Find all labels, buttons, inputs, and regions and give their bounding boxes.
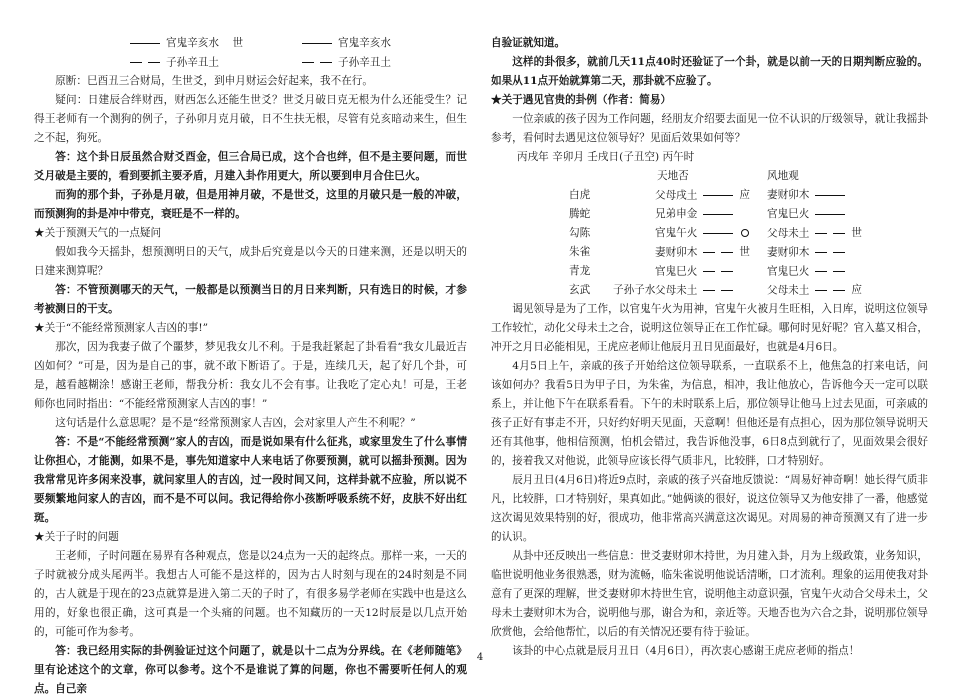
yao-text: 官鬼巳火 (767, 208, 810, 220)
paragraph: 从卦中还反映出一些信息：世爻妻财卯木持世，为月建入卦，月为上级政策，业务知识，临世说明他业务很熟悉，财为流畅，临朱雀说明他说话清晰，口才流利。理象的运用使我对卦意有了更深的理解，世爻妻财卯木持世生官，说明他主动意识强，官鬼午火动合父母未土，父母未土妻财卯木为合，说明他与那，谢合为和，亲近等。天地否也为六合之卦，说明那位领导欣赏他，会给他帮忙，以后的有关情况还要有待于验证。 (491, 550, 928, 638)
yao-y2 (767, 186, 851, 205)
yin-line (130, 53, 160, 72)
six-god-label: 玄武 (569, 284, 591, 296)
chart-row (491, 205, 928, 224)
yao-text: 官鬼巳火 (655, 265, 698, 278)
paragraph: 谒见领导是为了工作，以官鬼午火为用神，官鬼午火被月生旺相，入日库，说明这位领导工作较忙，动化父母未土之合，说明这位领导正在工作忙碌。哪何时见好呢？官入墓又相合，冲开之月日必能相见，王虎应老师让他辰月丑日见面最好，也就是4月6日。 (491, 303, 928, 353)
yao-text: 父母未土 (767, 284, 810, 297)
answer-paragraph: 答：不管预测哪天的天气，一般都是以预测当日的月日来判断，只有选日的时候，才参考被测日的干支。 (34, 284, 467, 315)
yin-line (815, 262, 845, 281)
yao-text: 子孙辛丑土 (166, 56, 219, 69)
chart-row (491, 281, 928, 300)
yao-y2 (767, 281, 862, 301)
yin-line (703, 281, 733, 300)
yin-line (815, 243, 845, 262)
yao-text: 官鬼午火 (655, 227, 698, 239)
yao-text: 官鬼巳火 (767, 265, 810, 278)
paragraph: 一位亲戚的孩子因为工作问题，经朋友介绍要去面见一位不认识的厅级领导，就让我摇卦参考，看何时去遇见这位领导好？见面后效果如何等？ (491, 113, 928, 144)
six-god-label: 青龙 (569, 265, 591, 277)
chart-row (491, 262, 928, 281)
yao-text: 父母未土 (767, 227, 810, 240)
hexagram-line-2 (34, 53, 467, 72)
paragraph: 那次，因为我妻子做了个噩梦，梦见我女儿不利。于是我赶紧起了卦看看“我女儿最近吉凶如何？”可是，因为是自己的事，就不敢下断语了。于是，连续几天，起了好几个卦，可是，越看越糊涂！感谢王老师，帮我分析：我女儿不会有事。让我吃了定心丸！可是，王老师你也同时指出：“不能经常预测家人吉凶的事！” (34, 341, 467, 410)
paragraph: 疑问：日建辰合绊财西，财西怎么还能生世爻？世爻月破日克无根为什么还能受生？记得王老师有一个测狗的例子，子孙卯月克月破，日不生扶无根，尽管有兑亥暗动来生，但生之不起，狗死。 (34, 94, 467, 144)
yin-line (815, 224, 845, 243)
chart-row (491, 186, 928, 205)
yao-text: 妻财卯木 (767, 246, 810, 259)
yao-y2 (767, 224, 862, 244)
six-god-label: 腾蛇 (569, 208, 591, 220)
hexagram-name-changed: 风地观 (767, 170, 799, 182)
yin-line (703, 243, 733, 262)
yao-y2 (767, 205, 851, 224)
section-heading: ★关于“不能经常预测家人吉凶的事!” (34, 322, 208, 334)
yao-text: 兄弟申金 (655, 208, 698, 220)
left-column (34, 34, 467, 699)
yang-line (130, 43, 160, 44)
answer-paragraph: 答：这个卦日辰虽然合财爻酉金，但三合局已成，这个合也绊，但不是主要问题，而世爻月破是主要的，看到要抓主要矛盾，月建入卦作用更大，所以要到申月合住巳火。 (34, 151, 467, 182)
hexagram-chart (491, 148, 928, 300)
hexagram-line-1 (34, 34, 467, 53)
paragraph: 假如我今天摇卦，想预测明日的天气，成卦后究竟是以今天的日建来测，还是以明天的日建来测算呢？ (34, 246, 467, 277)
six-god-label: 勾陈 (569, 227, 591, 239)
yao-text: 父母未土 (655, 284, 698, 297)
shi-mark: 世 (232, 37, 244, 49)
yao-text: 官鬼辛亥水 (166, 37, 219, 49)
yin-line (302, 53, 332, 72)
answer-paragraph: 这样的卦很多，就前几天11点40时还验证了一个卦，就是以前一天的日期判断应验的。如果从11点开始就算第二天，那卦就不应验了。 (491, 56, 928, 87)
paragraph: 原断：巳酉丑三合财局，生世爻，到申月财运会好起来，我不在行。 (55, 75, 373, 87)
yao-y1 (655, 243, 750, 263)
section-heading: ★关于预测天气的一点疑问 (34, 227, 162, 239)
answer-paragraph: 答：不是“不能经常预测”家人的吉凶，而是说如果有什么征兆，或家里发生了什么事情让你担心，才能测，如果不是，事先知道家中人来电话了你要预测，就可以摇卦预测。因为我常常见许多闲来没事，就问家里人的吉凶，过一段时间又问，这样卦就不应验，所以说不要频繁地问家人的吉凶，而不是不可以问。我记得给你小孩断呼吸系统不好，皮肤不好出红斑。 (34, 436, 467, 524)
chart-row (491, 224, 928, 243)
yao-text: 官鬼辛亥水 (338, 37, 391, 49)
yao-y1 (655, 224, 749, 243)
right-column (491, 34, 928, 661)
moving-line-circle-icon (741, 229, 749, 237)
answer-paragraph: 自验证就知道。 (491, 37, 566, 49)
paragraph: 该卦的中心点就是辰月丑日（4月6日），再次衷心感谢王虎应老师的指点！ (512, 645, 860, 657)
yin-line (815, 281, 845, 300)
section-heading: ★关于遇见官贵的卦例（作者：简易） (491, 94, 672, 106)
six-god-label: 白虎 (569, 189, 591, 201)
chart-row (491, 243, 928, 262)
shi-ying-mark: 应 (739, 189, 750, 201)
shi-ying-mark: 世 (739, 246, 750, 258)
chart-date: 丙戌年 辛卯月 壬戌日(子丑空) 丙午时 (517, 151, 695, 163)
yao-y1 (655, 186, 750, 206)
yao-y1 (655, 262, 739, 282)
paragraph: 这句话是什么意思呢？是不是“经常预测家人吉凶，会对家里人产生不利呢？” (55, 417, 416, 429)
yang-line (302, 43, 332, 44)
section-heading: ★关于子时的问题 (34, 531, 119, 543)
hidden-yao-label: 子孙子水 (613, 284, 656, 296)
page-number: 4 (476, 652, 484, 663)
paragraph: 辰月丑日(4月6日)将近9点时，亲戚的孩子兴奋地反馈说：“周易好神奇啊！她长得气质非凡，比较胖，口才特别好，果真如此。”她俩谈的很好，说这位领导又为他安排了一番，他感觉这次谒见效果特别的好，很成功，他非常高兴满意这次谒见。对周易的神奇预测又有了进一步的认识。 (491, 474, 928, 543)
shi-ying-mark: 世 (851, 227, 862, 239)
paragraph: 王老师，子时问题在易界有各种观点，您是以24点为一天的起终点。那样一来，一天的子时就被分成头尾两半。我想古人可能不是这样的，因为古人时刻与现在的24时刻是不同的，古人就是于现在的23点就算是进入第二天的子时了，有很多易学老师在实践中也是这么用的，好象也很正确，这可真是一个头痛的问题。也不知藏历的一天12时辰是以几点开始的，可能可作为参考。 (34, 550, 467, 638)
six-god-label: 朱雀 (569, 246, 591, 258)
yao-text: 妻财卯木 (767, 189, 810, 201)
paragraph: 4月5日上午，亲戚的孩子开始给这位领导联系，一直联系不上，他焦急的打来电话，问该如何办？我看5日为甲子日，为朱雀，为信息，相冲，我让他放心，告诉他今天一定可以联系上，并让他下午在联系看看。下午的未时联系上后，那位领导让他马上过去见面，可亲戚的孩子正好有事走不开，只好约好明天见面，天意啊！但他还是有点担心，因为那位领导说明天还有其他事，他相信预测，怕机会错过，我告诉他没事，6日8点到就行了，见面效果会很好的，接着我又对他说，此领导应该长得气质非凡，比较胖，口才特别好。 (491, 360, 928, 467)
answer-paragraph: 而狗的那个卦，子孙是月破，但是用神月破，不是世爻，这里的月破只是一般的冲破，而预测狗的卦是冲中带克，衰旺是不一样的。 (34, 189, 467, 220)
yang-line (703, 214, 733, 215)
yao-y2 (767, 262, 851, 282)
yao-y1 (655, 281, 739, 301)
yang-line (703, 195, 733, 196)
yao-y1 (655, 205, 739, 224)
yang-line (703, 233, 733, 234)
yang-line (815, 214, 845, 215)
hexagram-name-main: 天地否 (657, 170, 689, 182)
yao-text: 妻财卯木 (655, 246, 698, 259)
yao-text: 父母戌土 (655, 189, 698, 202)
yao-text: 子孙辛丑土 (338, 56, 391, 69)
yao-y2 (767, 243, 851, 263)
yang-line (815, 195, 845, 196)
shi-ying-mark: 应 (851, 284, 862, 296)
answer-paragraph: 答：我已经用实际的卦例验证过这个问题了，就是以十二点为分界线。在《老师随笔》里有论述这个的文章，你可以参考。这个不是谁说了算的问题，你也不需要听任何人的观点。自己亲 (34, 645, 467, 695)
yin-line (703, 262, 733, 281)
